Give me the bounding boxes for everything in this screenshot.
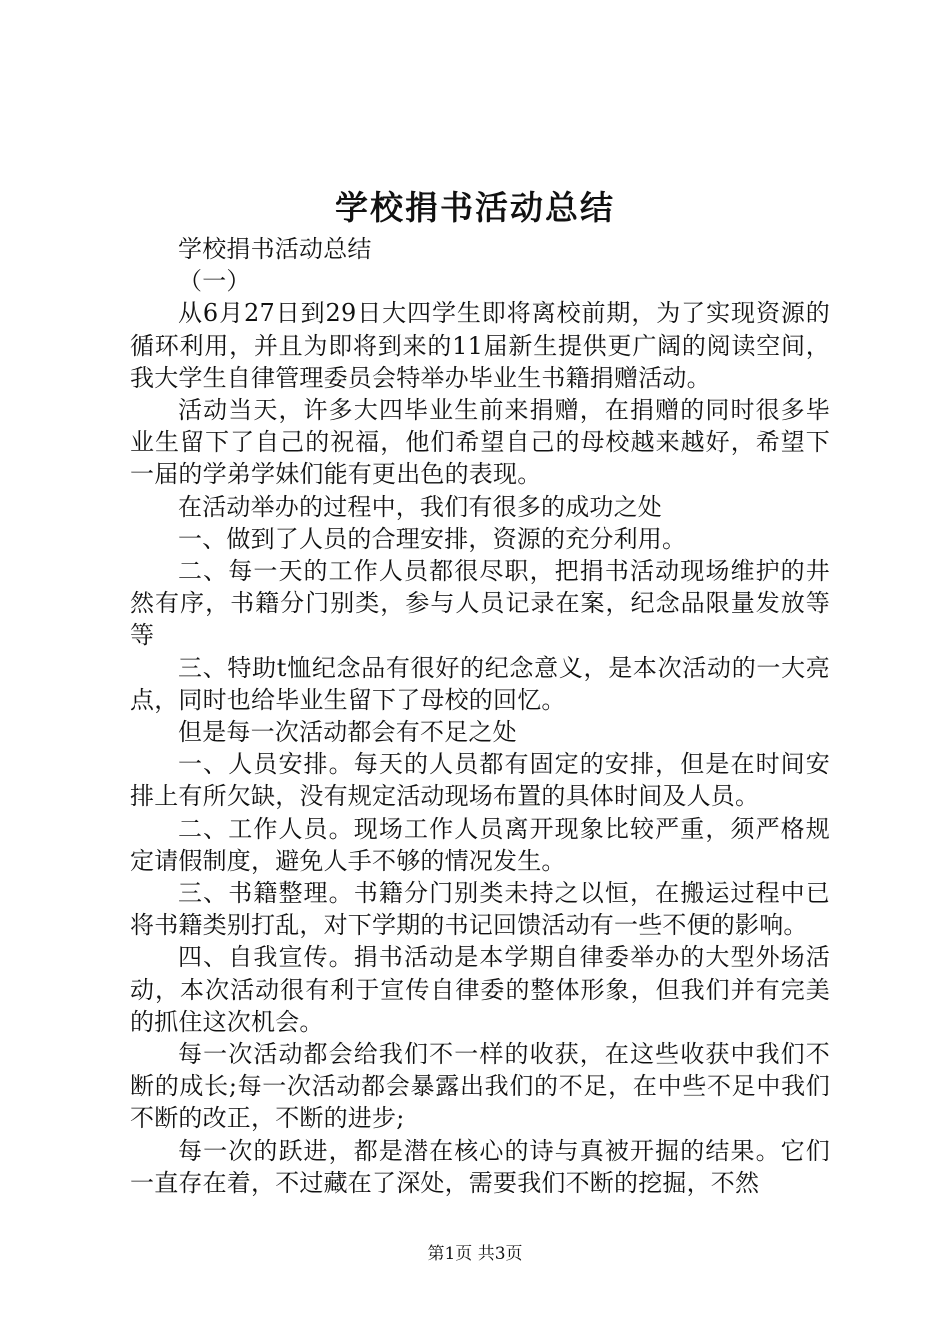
paragraph: 一、人员安排。每天的人员都有固定的安排，但是在时间安排上有所欠缺，没有规定活动现场布置的具体时间及人员。 (130, 750, 830, 811)
paragraph: 每一次活动都会给我们不一样的收获，在这些收获中我们不断的成长;每一次活动都会暴露出我们的不足，在中些不足中我们不断的改正，不断的进步; (130, 1040, 830, 1133)
page-number-footer: 第1页 共3页 (427, 1244, 523, 1264)
paragraph: 二、工作人员。现场工作人员离开现象比较严重，须严格规定请假制度，避免人手不够的情况发生。 (130, 814, 830, 875)
paragraph: 三、特助t恤纪念品有很好的纪念意义，是本次活动的一大亮点，同时也给毕业生留下了母校的回忆。 (130, 653, 830, 714)
paragraph: （一） (178, 267, 251, 296)
document-body (130, 233, 830, 1199)
paragraph: 在活动举办的过程中，我们有很多的成功之处 (178, 492, 662, 521)
paragraph: 学校捐书活动总结 (178, 235, 372, 263)
paragraph: 三、书籍整理。书籍分门别类未持之以恒，在搬运过程中已将书籍类别打乱，对下学期的书记回馈活动有一些不便的影响。 (130, 879, 830, 940)
paragraph: 每一次的跃进，都是潜在核心的诗与真被开掘的结果。它们一直存在着，不过藏在了深处，需要我们不断的挖掘，不然 (130, 1136, 830, 1197)
paragraph: 一、做到了人员的合理安排，资源的充分利用。 (178, 524, 687, 553)
paragraph: 四、自我宣传。捐书活动是本学期自律委举办的大型外场活动，本次活动很有利于宣传自律委的整体形象，但我们并有完美的抓住这次机会。 (130, 943, 830, 1036)
paragraph: 活动当天，许多大四毕业生前来捐赠，在捐赠的同时很多毕业生留下了自己的祝福，他们希望自己的母校越来越好，希望下一届的学弟学妹们能有更出色的表现。 (130, 396, 830, 489)
paragraph: 但是每一次活动都会有不足之处 (178, 718, 517, 747)
document-title: 学校捐书活动总结 (335, 188, 615, 227)
paragraph: 从6月27日到29日大四学生即将离校前期，为了实现资源的循环利用，并且为即将到来的11届新生提供更广阔的阅读空间，我大学生自律管理委员会特举办毕业生书籍捐赠活动。 (130, 299, 830, 392)
paragraph: 二、每一天的工作人员都很尽职，把捐书活动现场维护的井然有序，书籍分门别类，参与人员记录在案，纪念品限量发放等等 (130, 557, 830, 650)
